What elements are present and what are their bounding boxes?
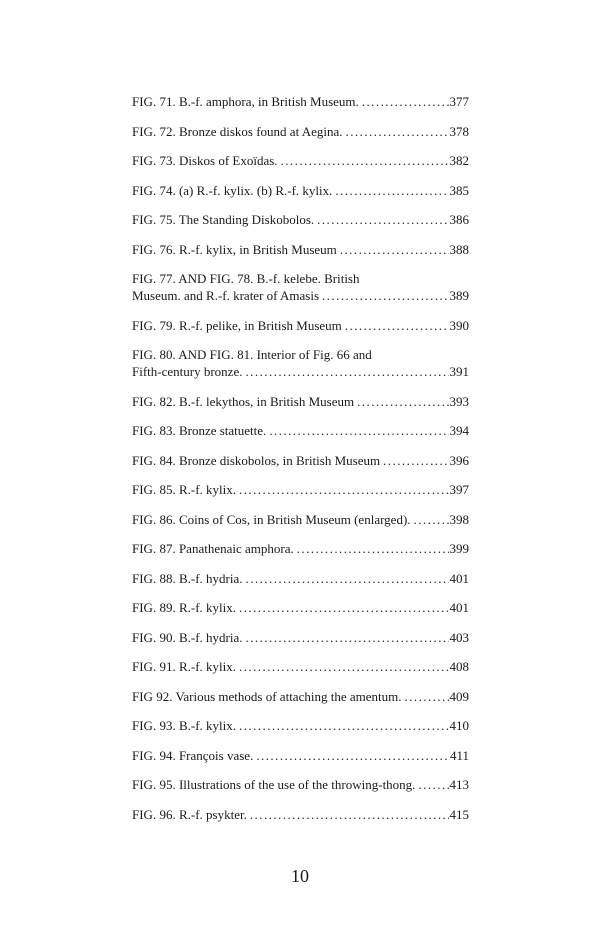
toc-entry-line xyxy=(132,658,469,675)
toc-entry xyxy=(132,806,469,823)
toc-entry-title: FIG. 71. B.-f. amphora, in British Museum. xyxy=(132,94,359,109)
toc-entry-line xyxy=(132,317,469,334)
toc-entry xyxy=(132,241,469,258)
toc-entry-line xyxy=(132,540,469,557)
toc-entry-title: FIG. 91. R.-f. kylix. xyxy=(132,659,236,674)
toc-entry-line xyxy=(132,747,469,764)
dot-leader xyxy=(319,287,448,304)
toc-entry-title: FIG. 72. Bronze diskos found at Aegina. xyxy=(132,123,343,139)
toc-entry xyxy=(132,152,469,169)
page-number: 10 xyxy=(291,866,309,886)
toc-entry-line xyxy=(132,481,469,498)
toc-entry-line xyxy=(132,599,469,616)
toc-entry-title-first-line: FIG. 77. AND FIG. 78. B.-f. kelebe. British xyxy=(132,271,360,286)
dot-leader xyxy=(247,806,449,823)
toc-entry-title: FIG. 94. François vase. xyxy=(132,747,254,763)
toc-entry xyxy=(132,93,469,110)
dot-leader xyxy=(380,452,448,469)
toc-entry xyxy=(132,747,469,764)
toc-entry-line xyxy=(132,511,469,528)
toc-entry-line xyxy=(132,287,469,304)
toc-entry-page-number: 398 xyxy=(449,511,469,527)
toc-entry-page-number: 378 xyxy=(449,123,469,139)
toc-entry xyxy=(132,540,469,557)
toc-entry-line xyxy=(132,688,469,705)
dot-leader xyxy=(253,747,449,764)
dot-leader xyxy=(314,211,448,228)
toc-entry-page-number: 394 xyxy=(449,423,469,438)
toc-entry xyxy=(132,570,469,587)
toc-entry-page-number: 413 xyxy=(449,777,469,792)
toc-entry xyxy=(132,658,469,675)
toc-entry-page-number: 399 xyxy=(449,541,469,556)
toc-entry-page-number: 386 xyxy=(449,212,469,227)
toc-entry-page-number: 401 xyxy=(449,570,469,586)
toc-entry-title: FIG. 90. B.-f. hydria. xyxy=(132,629,243,645)
toc-entry-title: Museum. and R.-f. krater of Amasis xyxy=(132,288,320,303)
toc-entry-title: FIG. 88. B.-f. hydria. xyxy=(132,570,243,586)
dot-leader xyxy=(337,241,449,258)
toc-entry-line xyxy=(132,211,469,228)
toc-entry-title: FIG. 96. R.-f. psykter. xyxy=(132,806,247,822)
toc-entry-page-number: 388 xyxy=(449,241,469,257)
toc-entry-title: FIG. 93. B.-f. kylix. xyxy=(132,718,236,733)
toc-entry-page-number: 393 xyxy=(449,393,469,409)
toc-entry-page-number: 389 xyxy=(449,288,469,303)
toc-entry-page-number: 408 xyxy=(449,659,469,674)
toc-entry-title: FIG. 87. Panathenaic amphora. xyxy=(132,541,294,556)
toc-entry-line xyxy=(132,241,469,258)
toc-entry-line xyxy=(132,629,469,646)
toc-entry xyxy=(132,182,469,199)
dot-leader xyxy=(278,152,449,169)
toc-entry-page-number: 377 xyxy=(449,94,469,109)
toc-entry-title: FIG. 74. (a) R.-f. kylix. (b) R.-f. kylix. xyxy=(132,182,333,198)
toc-entry xyxy=(132,422,469,439)
dot-leader xyxy=(343,123,449,140)
toc-entry-line xyxy=(132,123,469,140)
toc-entry-page-number: 385 xyxy=(449,182,469,198)
toc-entry-line xyxy=(132,93,469,110)
toc-entry xyxy=(132,452,469,469)
toc-entry-title: FIG. 79. R.-f. pelike, in British Museum xyxy=(132,317,342,333)
toc-entry-title: Fifth-century bronze. xyxy=(132,364,243,379)
toc-entry xyxy=(132,317,469,334)
toc-entry-title: FIG. 75. The Standing Diskobolos. xyxy=(132,212,315,227)
dot-leader xyxy=(342,317,449,334)
dot-leader xyxy=(236,658,449,675)
toc-entry xyxy=(132,776,469,793)
toc-entry-title: FIG. 89. R.-f. kylix. xyxy=(132,600,236,615)
dot-leader xyxy=(243,570,449,587)
toc-entry-page-number: 390 xyxy=(449,317,469,333)
toc-entry xyxy=(132,511,469,528)
toc-entry-title: FIG. 84. Bronze diskobolos, in British Museum xyxy=(132,452,381,468)
dot-leader xyxy=(236,599,449,616)
dot-leader xyxy=(332,182,448,199)
toc-entry-page-number: 411 xyxy=(449,747,469,763)
toc-entry-line xyxy=(132,363,469,380)
toc-entry xyxy=(132,688,469,705)
toc-entry-page-number: 382 xyxy=(449,153,469,168)
toc-entry-page-number: 396 xyxy=(449,452,469,468)
toc-entry-page-number: 401 xyxy=(449,600,469,615)
toc-entry-title: FIG 92. Various methods of attaching the amentum. xyxy=(132,688,402,704)
toc-entry-page-number: 403 xyxy=(449,629,469,645)
toc-entry xyxy=(132,481,469,498)
dot-leader xyxy=(294,540,449,557)
toc-entry xyxy=(132,393,469,410)
toc-entry xyxy=(132,629,469,646)
toc-entry-line xyxy=(132,806,469,823)
toc-entry-title: FIG. 86. Coins of Cos, in British Museum (enlarged). xyxy=(132,511,411,527)
dot-leader xyxy=(354,393,448,410)
toc-entry-page-number: 397 xyxy=(449,482,469,497)
toc-entry xyxy=(132,270,469,304)
dot-leader xyxy=(401,688,448,705)
toc-entry-page-number: 409 xyxy=(449,688,469,704)
dot-leader xyxy=(242,363,448,380)
toc-entry-page-number: 391 xyxy=(449,364,469,379)
toc-entry-line xyxy=(132,393,469,410)
dot-leader xyxy=(266,422,448,439)
toc-entry-line xyxy=(132,717,469,734)
dot-leader xyxy=(236,717,449,734)
toc-entry-title-first-line: FIG. 80. AND FIG. 81. Interior of Fig. 66 and xyxy=(132,347,372,362)
toc-entry xyxy=(132,211,469,228)
dot-leader xyxy=(359,93,449,110)
dot-leader xyxy=(411,511,449,528)
toc-entry-line xyxy=(132,452,469,469)
toc-entry-title: FIG. 85. R.-f. kylix. xyxy=(132,482,236,497)
toc-entry-page-number: 415 xyxy=(449,806,469,822)
toc-entry-line xyxy=(132,570,469,587)
toc-entry-title: FIG. 76. R.-f. kylix, in British Museum xyxy=(132,241,337,257)
toc-entry-page-number: 410 xyxy=(449,718,469,733)
toc-entry xyxy=(132,123,469,140)
toc-entry xyxy=(132,717,469,734)
toc-entry-line xyxy=(132,422,469,439)
dot-leader xyxy=(243,629,449,646)
toc-entry xyxy=(132,346,469,380)
toc-entry-title: FIG. 95. Illustrations of the use of the throwing-thong. xyxy=(132,777,416,792)
toc-entry-title: FIG. 73. Diskos of Exoïdas. xyxy=(132,153,278,168)
toc-entry-line xyxy=(132,182,469,199)
toc-entry-title: FIG. 82. B.-f. lekythos, in British Museum xyxy=(132,393,355,409)
figure-list xyxy=(132,93,469,835)
dot-leader xyxy=(415,776,448,793)
toc-entry xyxy=(132,599,469,616)
toc-entry-line xyxy=(132,776,469,793)
toc-entry-title: FIG. 83. Bronze statuette. xyxy=(132,423,267,438)
toc-entry-line xyxy=(132,152,469,169)
dot-leader xyxy=(236,481,449,498)
